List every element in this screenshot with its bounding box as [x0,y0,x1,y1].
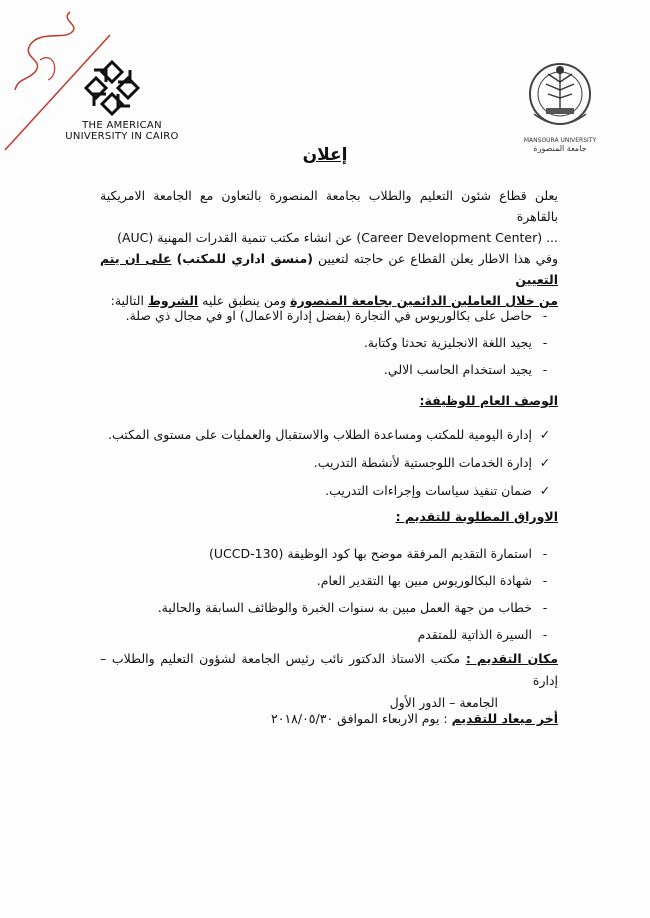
place-line-1 [100,648,558,692]
list-item [100,567,558,594]
document-item-text: استمارة التقديم المرفقة موضح بها كود الوظيفة (UCCD-130) [208,546,532,561]
dash-bullet: - [542,546,548,561]
intro-line-4b: ومن ينطبق عليه [198,293,291,308]
dash-bullet: - [542,627,548,642]
deadline-text: : يوم الاربعاء الموافق ٢٠١٨/٠٥/٣٠ [271,711,452,726]
documents-heading: الاوراق المطلوبة للتقديم : [395,509,558,524]
document-item-text: السيرة الذاتية للمتقدم [417,627,532,642]
dash-bullet: - [542,362,548,377]
intro-line-3a: وفي هذا الاطار يعلن القطاع عن حاجته لتعيين [312,251,558,266]
job-item-text: إدارة اليومية للمكتب ومساعدة الطلاب والاستقبال والعمليات على مستوى المكتب. [108,427,532,442]
place-line-2: الجامعة – الدور الأول [389,695,498,710]
title-text: إعلان [302,145,348,165]
list-item [100,449,558,477]
list-item [100,356,558,383]
intro-paragraph [100,185,558,311]
dash-bullet: - [542,600,548,615]
deadline-line [100,708,558,729]
check-icon: ✓ [539,455,551,470]
list-item [100,540,558,567]
job-item-text: ضمان تنفيذ سياسات وإجراءات التدريب. [325,483,532,498]
list-item [100,621,558,648]
intro-position-title: (منسق اداري للمكتب) [176,251,313,266]
auc-name-line1: THE AMERICAN [82,120,162,131]
document-item-text: خطاب من جهة العمل مبين به سنوات الخبرة والوظائف السابقة والحالية. [157,600,532,615]
intro-line-3 [100,248,558,290]
mansoura-name-arabic: جامعة المنصورة [533,144,587,153]
intro-line-4a: من خلال العاملين الدائمين بجامعة المنصورة [290,293,558,308]
announcement-title [0,145,650,165]
job-description-section [100,387,558,505]
auc-logo-icon [82,58,142,118]
list-item [100,594,558,621]
intro-line-1: يعلن قطاع شئون التعليم والطلاب بجامعة المنصورة بالتعاون مع الجامعة الامريكية بالقاهرة [100,188,558,224]
list-item [100,421,558,449]
job-description-heading: الوصف العام للوظيفة: [419,393,558,408]
auc-name [62,120,182,142]
place-text: مكتب الاستاذ الدكتور نائب رئيس الجامعة لشؤون التعليم والطلاب – إدارة [100,651,558,688]
condition-text: يجيد استخدام الحاسب الالي. [383,362,532,377]
mansoura-name-english: MANSOURA UNIVERSITY [523,137,597,144]
place-section [100,648,558,714]
documents-section [100,503,558,648]
intro-line-3d: على ان يتم التعيين [100,251,558,287]
dash-bullet: - [542,573,548,588]
place-label: مكان التقديم : [465,651,558,666]
intro-line-4d: التالية: [110,293,148,308]
condition-text: يجيد اللغة الانجليزية تحدثا وكتابة. [363,335,532,350]
check-icon: ✓ [539,427,551,442]
intro-conditions-word: الشروط [147,293,199,308]
list-item [100,302,558,329]
job-item-text: إدارة الخدمات اللوجستية لأنشطة التدريب. [313,455,532,470]
deadline-section [100,708,558,729]
condition-text: حاصل على بكالوريوس في التجارة (بفضل إدارة الاعمال) او في مجال ذي صلة. [125,308,532,323]
dash-bullet: - [542,308,548,323]
intro-line-2: (AUC) عن انشاء مكتب تنمية القدرات المهنية (Career Development Center) ... [117,230,558,245]
auc-name-line2: UNIVERSITY IN CAIRO [65,131,179,142]
list-item [100,329,558,356]
conditions-list [100,302,558,383]
document-item-text: شهادة البكالوريوس مبين بها التقدير العام. [316,573,532,588]
list-item [100,477,558,505]
check-icon: ✓ [539,483,551,498]
deadline-label: أخر ميعاد للتقديم [451,711,558,726]
dash-bullet: - [542,335,548,350]
